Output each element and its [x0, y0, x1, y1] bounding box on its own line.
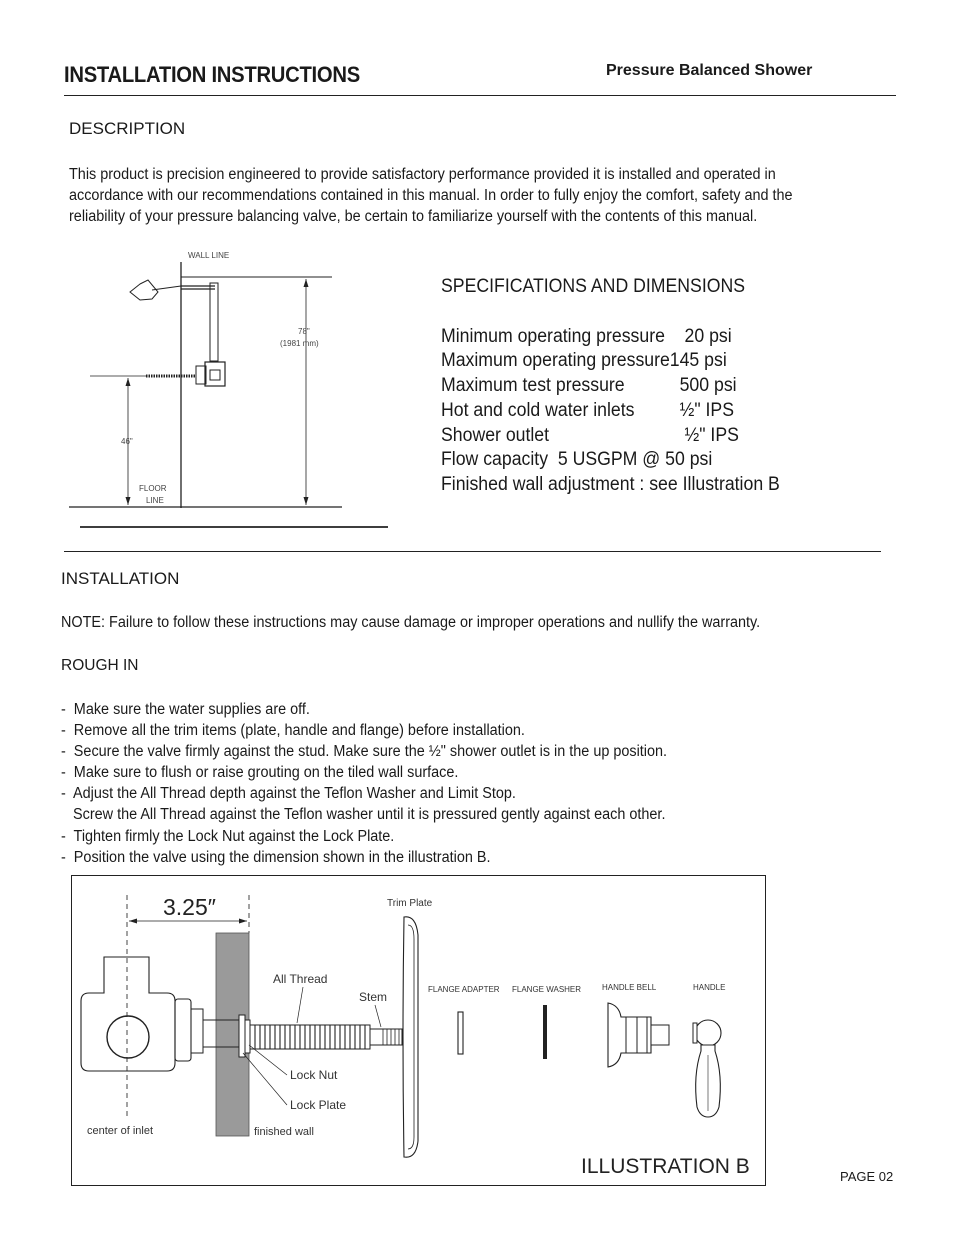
center-of-inlet-label: center of inlet: [87, 1125, 154, 1137]
description-text: [69, 164, 813, 227]
specifications: [441, 275, 780, 498]
floor-line-label-2: LINE: [146, 496, 164, 505]
header-divider: [64, 95, 896, 96]
spec-row: Maximum operating pressure145 psi: [441, 350, 727, 372]
step-item: - Remove all the trim items (plate, handle and flange) before installation.: [61, 722, 525, 740]
spec-row: Hot and cold water inlets ½" IPS: [441, 399, 735, 421]
illustration-b: [71, 875, 767, 1187]
product-subtitle: Pressure Balanced Shower: [606, 62, 813, 79]
handle-knob-icon: [695, 1020, 721, 1046]
lock-plate: [239, 1015, 245, 1057]
description-line: accordance with our recommendations contained in this manual. In order to fully enjoy the comfort, safety and the: [69, 187, 793, 204]
stem-label: Stem: [359, 990, 388, 1004]
spec-row: Shower outlet ½" IPS: [441, 424, 739, 446]
stem: [370, 1029, 402, 1045]
flange-washer-label: FLANGE WASHER: [512, 985, 582, 994]
description-line: This product is precision engineered to provide satisfactory performance provided it is installed and operated in: [69, 166, 776, 183]
description-line: reliability of your pressure balancing valve, be certain to familiarize yourself with the contents of this manual.: [69, 208, 758, 225]
warranty-note: NOTE: Failure to follow these instructions may cause damage or improper operations and nullify the warranty.: [61, 614, 761, 631]
description-heading: DESCRIPTION: [69, 119, 186, 138]
spec-row: Finished wall adjustment : see Illustration B: [441, 473, 780, 495]
finished-wall-label: finished wall: [254, 1126, 314, 1138]
specifications-heading: SPECIFICATIONS AND DIMENSIONS: [441, 276, 746, 297]
shower-elevation-diagram: [0, 240, 420, 540]
section-divider: [64, 551, 881, 552]
lock-plate-label: Lock Plate: [290, 1098, 347, 1112]
trim-plate-label: Trim Plate: [387, 898, 433, 909]
installation-heading: INSTALLATION: [61, 569, 180, 588]
valve-body-icon: [81, 957, 175, 1071]
handle-bell-icon: [608, 1003, 651, 1067]
spec-row: Maximum test pressure 500 psi: [441, 375, 737, 397]
step-item: - Make sure the water supplies are off.: [61, 701, 310, 718]
handle-bell-label: HANDLE BELL: [602, 983, 657, 992]
wall-line-label: WALL LINE: [188, 251, 230, 260]
page-title: INSTALLATION INSTRUCTIONS: [64, 62, 360, 87]
rough-in-steps: [61, 699, 667, 868]
dimension-46-label: 46": [121, 437, 133, 446]
step-item: - Tighten firmly the Lock Nut against the Lock Plate.: [61, 827, 395, 845]
step-item: - Make sure to flush or raise grouting on the tiled wall surface.: [61, 764, 459, 782]
step-item: - Position the valve using the dimension shown in the illustration B.: [61, 848, 491, 866]
inlet-circle: [107, 1016, 149, 1058]
lock-nut-label: Lock Nut: [290, 1068, 338, 1082]
rough-in-heading: ROUGH IN: [61, 657, 139, 674]
step-item: - Adjust the All Thread depth against the Teflon Washer and Limit Stop.: [61, 785, 516, 803]
step-item: Screw the All Thread against the Teflon washer until it is pressured gently against each other.: [61, 806, 666, 824]
lock-nut: [245, 1020, 250, 1053]
dimension-78-metric: (1981 mm): [280, 339, 319, 348]
step-item: - Secure the valve firmly against the stud. Make sure the ½" shower outlet is in the up position.: [61, 743, 668, 761]
dimension-label: 3.25″: [163, 894, 216, 920]
spec-row: Flow capacity 5 USGPM @ 50 psi: [441, 449, 713, 471]
trim-plate: [403, 917, 418, 1157]
valve-body-icon: [205, 362, 225, 386]
riser-pipe: [210, 283, 218, 361]
flange-adapter: [458, 1012, 463, 1054]
flange-washer: [543, 1005, 547, 1059]
page-number: PAGE 02: [840, 1169, 894, 1184]
flange-adapter-label: FLANGE ADAPTER: [428, 985, 500, 994]
spec-row: Minimum operating pressure 20 psi: [441, 325, 732, 347]
floor-line-label: FLOOR: [139, 484, 167, 493]
all-thread-label: All Thread: [273, 972, 328, 986]
dimension-78-label: 78": [298, 327, 310, 336]
handle-label: HANDLE: [693, 983, 726, 992]
illustration-caption: ILLUSTRATION B: [581, 1155, 750, 1178]
